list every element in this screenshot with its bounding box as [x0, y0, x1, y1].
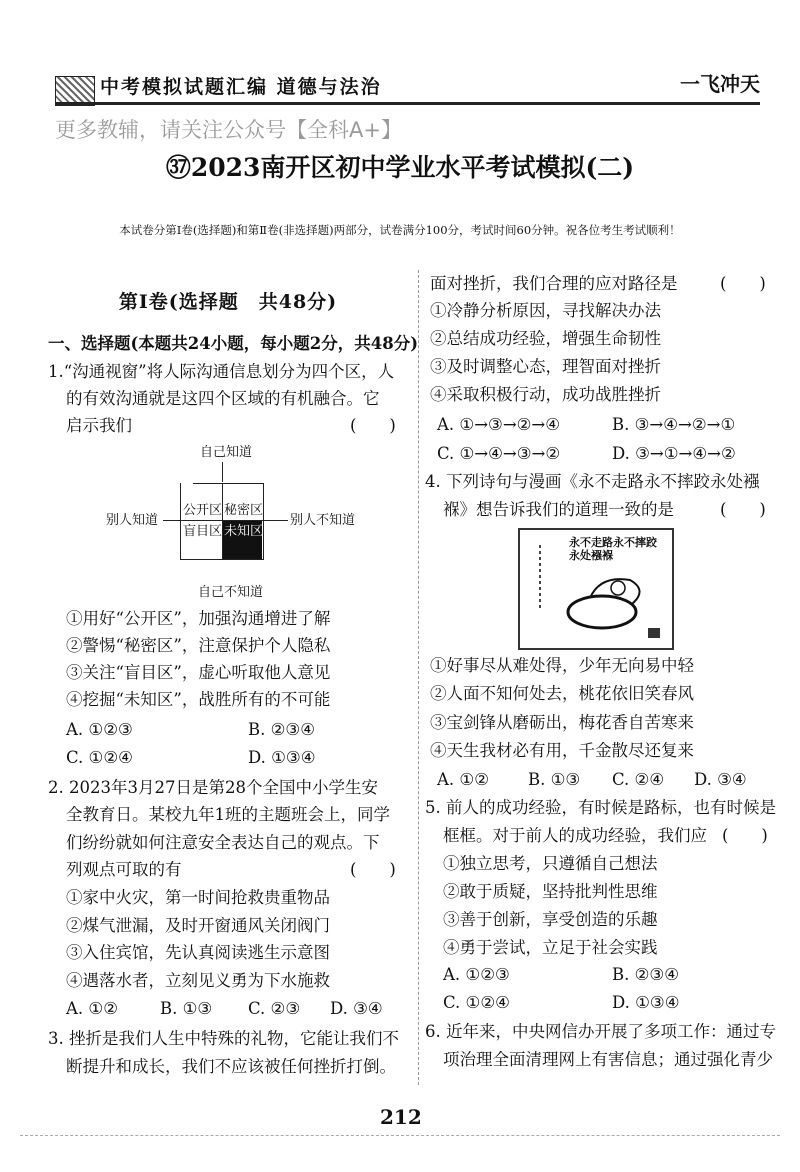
- statement: ④挖掘“未知区”，战胜所有的不可能: [66, 690, 331, 709]
- answer-paren: ( ): [722, 826, 768, 845]
- choice-b[interactable]: B. ②③④: [248, 720, 315, 739]
- cell-unknown: 未知区: [224, 524, 264, 539]
- answer-paren: ( ): [350, 416, 396, 435]
- statement: ②总结成功经验，增强生命韧性: [430, 329, 661, 348]
- choice-a[interactable]: A. ①②: [66, 999, 118, 1018]
- statement: ③入住宾馆，先认真阅读逃生示意图: [66, 943, 330, 962]
- page-number: 212: [380, 1105, 422, 1129]
- choice-d[interactable]: D. ③→①→④→②: [612, 444, 736, 463]
- section-instruction: 一、选择题(本题共24小题，每小题2分，共48分): [48, 334, 419, 353]
- choice-d[interactable]: D. ①③④: [612, 993, 680, 1012]
- statement: ③关注“盲目区”，虚心听取他人意见: [66, 663, 331, 682]
- choice-a[interactable]: A. ①→③→②→④: [437, 415, 561, 434]
- diagram-label-top: 自己知道: [200, 445, 253, 460]
- cell-secret: 秘密区: [224, 503, 264, 518]
- answer-paren: ( ): [720, 274, 766, 293]
- choice-b[interactable]: B. ②③④: [612, 965, 679, 984]
- exam-note: 本试卷分第Ⅰ卷(选择题)和第Ⅱ卷(非选择题)两部分，试卷满分100分，考试时间60分钟。祝各位考生考试顺利！: [119, 223, 681, 237]
- choice-c[interactable]: C. ①→④→③→②: [437, 444, 561, 463]
- question-text: 2. 2023年3月27日是第28个全国中小学生安: [48, 778, 378, 797]
- question-text: 4. 下列诗句与漫画《永不走路永不摔跤永处襁: [425, 472, 760, 491]
- choice-d[interactable]: D. ③④: [694, 770, 747, 789]
- promo-watermark: 更多教辅，请关注公众号【全科A+】: [55, 118, 402, 142]
- question-text: 6. 近年来，中央网信办开展了多项工作：通过专: [425, 1022, 776, 1041]
- statement: ③善于创新，享受创造的乐趣: [443, 910, 658, 929]
- exam-title: ㊲2023南开区初中学业水平考试模拟(二): [165, 153, 635, 182]
- cradle-drawing-icon: [520, 530, 672, 648]
- question-text: 面对挫折，我们合理的应对路径是: [430, 274, 678, 293]
- column-divider: [418, 270, 419, 1085]
- statement: ③及时调整心态，理智面对挫折: [430, 357, 661, 376]
- question-text: 全教育日。某校九年1班的主题班会上，同学: [66, 805, 390, 824]
- choice-b[interactable]: B. ①③: [160, 999, 213, 1018]
- answer-paren: ( ): [720, 500, 766, 519]
- question-text: 们纷纷就如何注意安全表达自己的观点。下: [66, 833, 380, 852]
- statement: ②敢于质疑，坚持批判性思维: [443, 882, 658, 901]
- cell-open: 公开区: [183, 503, 223, 518]
- statement: ①冷静分析原因，寻找解决办法: [430, 301, 661, 320]
- cartoon-image: [518, 528, 674, 650]
- choice-b[interactable]: B. ③→④→②→①: [612, 415, 736, 434]
- section-title: 第Ⅰ卷(选择题 共48分): [118, 291, 338, 313]
- header-divider: [55, 102, 760, 105]
- statement: ④勇于尝试，立足于社会实践: [443, 938, 658, 957]
- footer-divider: [20, 1135, 780, 1136]
- choice-a[interactable]: A. ①②③: [443, 965, 510, 984]
- series-title: 中考模拟试题汇编 道德与法治: [100, 76, 382, 98]
- choice-c[interactable]: C. ②④: [612, 770, 665, 789]
- question-text: 列观点可取的有: [66, 860, 182, 879]
- question-text: 的有效沟通就是这四个区域的有机融合。它: [66, 389, 380, 408]
- question-text: 褓》想告诉我们的道理一致的是: [443, 500, 674, 519]
- choice-a[interactable]: A. ①②③: [66, 720, 133, 739]
- statement: ②警惕“秘密区”，注意保护个人隐私: [66, 636, 331, 655]
- question-text: 1.“沟通视窗”将人际沟通信息划分为四个区，人: [48, 362, 395, 381]
- statement: ④采取积极行动，成功战胜挫折: [430, 385, 661, 404]
- statement: ③宝剑锋从磨砺出，梅花香自苦寒来: [430, 713, 694, 732]
- diagram-label-left: 别人知道: [106, 513, 159, 528]
- diagram-label-bottom: 自己不知道: [198, 585, 264, 600]
- question-text: 5. 前人的成功经验，有时候是路标，也有时候是: [425, 798, 776, 817]
- choice-a[interactable]: A. ①②: [437, 770, 489, 789]
- choice-d[interactable]: D. ①③④: [248, 748, 316, 767]
- statement: ①用好“公开区”，加强沟通增进了解: [66, 609, 331, 628]
- diagram-label-right: 别人不知道: [290, 513, 356, 528]
- choice-c[interactable]: C. ①②④: [443, 993, 510, 1012]
- choice-d[interactable]: D. ③④: [330, 999, 383, 1018]
- answer-paren: ( ): [350, 860, 396, 879]
- axis-line: [222, 462, 223, 482]
- question-text: 启示我们: [66, 416, 132, 435]
- statement: ①独立思考，只遵循自己想法: [443, 854, 658, 873]
- statement: ④天生我材必有用，千金散尽还复来: [430, 741, 694, 760]
- question-text: 3. 挫折是我们人生中特殊的礼物，它能让我们不: [48, 1029, 399, 1048]
- brand-logo: 一飞冲天: [680, 72, 760, 96]
- cartoon-caption: 永不走路永不摔跤永处襁褓: [569, 536, 657, 562]
- choice-c[interactable]: C. ②③: [248, 999, 301, 1018]
- statement: ②人面不知何处去，桃花依旧笑春风: [430, 684, 694, 703]
- statement: ②煤气泄漏，及时开窗通风关闭阀门: [66, 916, 330, 935]
- choice-c[interactable]: C. ①②④: [66, 748, 133, 767]
- statement: ①家中火灾，第一时间抢救贵重物品: [66, 888, 330, 907]
- statement: ①好事尽从难处得，少年无向易中轻: [430, 656, 694, 675]
- question-text: 项治理全面清理网上有害信息；通过强化青少: [443, 1050, 773, 1069]
- statement: ④遇落水者，立刻见义勇为下水施救: [66, 971, 330, 990]
- question-text: 框框。对于前人的成功经验，我们应: [443, 826, 707, 845]
- cell-blind: 盲目区: [183, 524, 223, 539]
- question-text: 断提升和成长，我们不应该被任何挫折打倒。: [66, 1057, 396, 1076]
- choice-b[interactable]: B. ①③: [528, 770, 581, 789]
